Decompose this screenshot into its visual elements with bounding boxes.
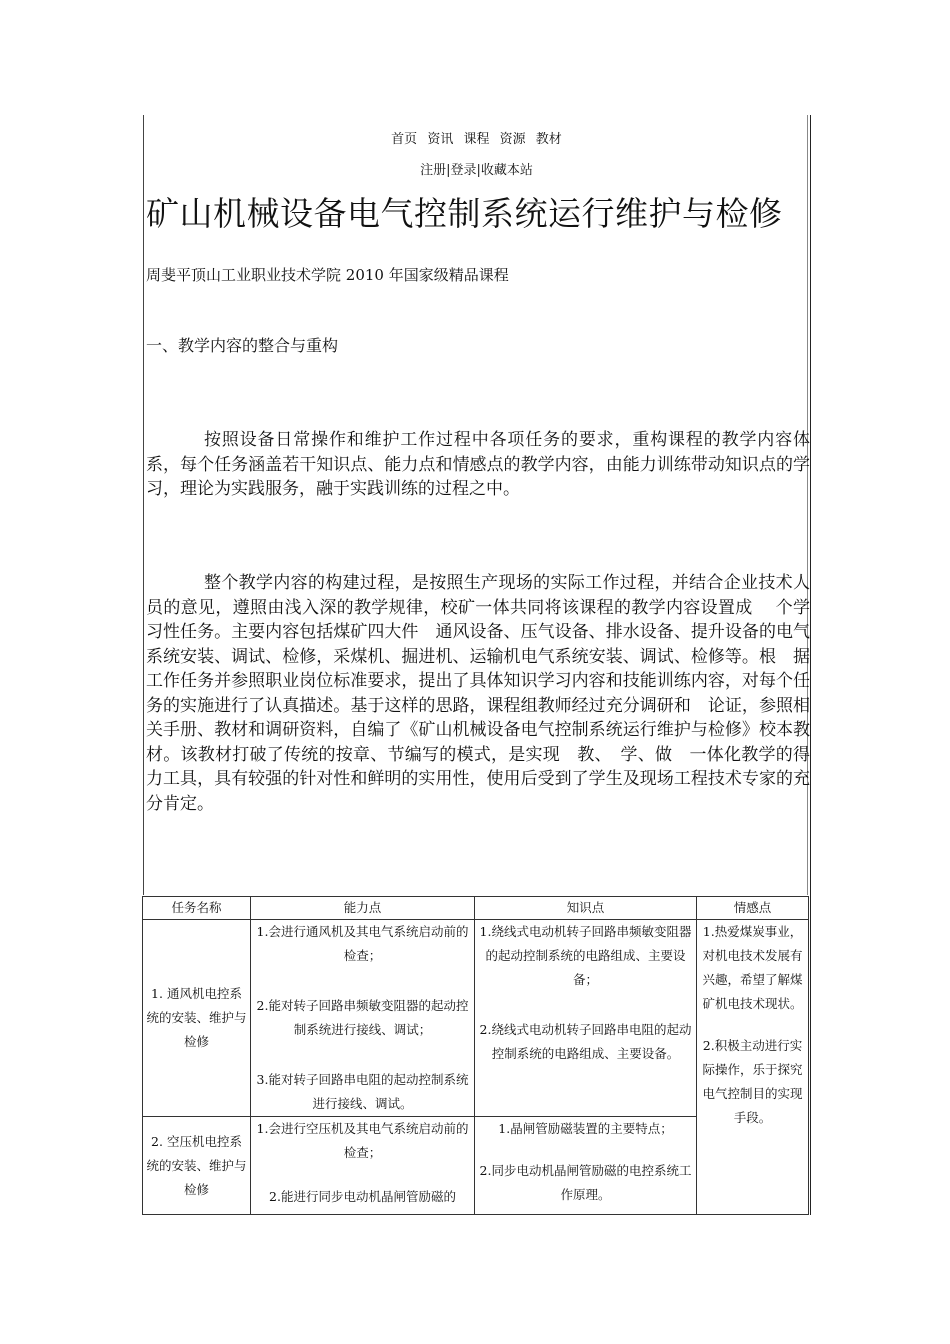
nav-link-home[interactable]: 首页 [391, 132, 418, 147]
page-subtitle: 周斐平顶山工业职业技术学院 2010 年国家级精品课程 [146, 266, 509, 284]
header-abilities: 能力点 [251, 897, 475, 920]
knowledge-item: 1.绕线式电动机转子回路串频敏变阻器的起动控制系统的电路组成、主要设备； [479, 924, 692, 987]
paragraph-2: 整个教学内容的构建过程，是按照生产现场的实际工作过程，并结合企业技术人员的意见，遵照由浅入深的教学规律，校矿一体共同将该课程的教学内容设置成 个学习性任务。主要内容包括煤矿四大件 通风设备、压气设备、排水设备、提升设备的电气系统安装、调试、检修，采煤机、掘进机、运输机电气系统安装、调试、检修等。根 据工作任务并参照职业岗位标准要求，提出了具体知识学习内容和技能训练内容，对每个任务的实施进行了认真描述。基于这样的思路，课程组教师经过充分调研和 论证，参照相关手册、教材和调研资料，自编了《矿山机械设备电气控制系统运行维护与检修》校本教材。该教材打破了传统的按章、节编写的模式，是实现 教、 学、做 一体化教学的得力工具，具有较强的针对性和鲜明的实用性，使用后受到了学生及现场工程技术专家的充分肯定。 [146, 573, 810, 814]
ability-item: 1.会进行通风机及其电气系统启动前的检查； [256, 924, 469, 963]
nav-link-resources[interactable]: 资源 [499, 132, 526, 147]
header-knowledge: 知识点 [475, 897, 697, 920]
paragraph-1: 按照设备日常操作和维护工作过程中各项任务的要求，重构课程的教学内容体系，每个任务涵盖若干知识点、能力点和情感点的教学内容，由能力训练带动知识点的学习，理论为实践服务，融于实践训练的过程之中。 [146, 430, 810, 499]
knowledge-item: 1.晶闸管励磁装置的主要特点； [498, 1121, 673, 1136]
abilities-cell [251, 920, 475, 1117]
top-nav [143, 128, 810, 147]
page-frame-right [810, 115, 811, 1215]
emotion-item: 2.积极主动进行实际操作，乐于探究电气控制目的实现手段。 [702, 1038, 803, 1125]
page-frame-left [143, 115, 144, 895]
task-name-cell: 2. 空压机电控系统的安装、维护与检修 [143, 1117, 251, 1215]
header-emotion: 情感点 [697, 897, 809, 920]
knowledge-item: 2.绕线式电动机转子回路串电阻的起动控制系统的电路组成、主要设备。 [479, 1022, 692, 1061]
ability-item: 1.会进行空压机及其电气系统启动前的检查； [256, 1121, 469, 1160]
table-row [143, 920, 809, 1117]
page-title: 矿山机械设备电气控制系统运行维护与检修 [146, 194, 783, 233]
ability-item: 3.能对转子回路串电阻的起动控制系统进行接线、调试。 [256, 1072, 469, 1111]
knowledge-cell [475, 1117, 697, 1215]
emotion-cell [697, 920, 809, 1215]
emotion-item: 1.热爱煤炭事业，对机电技术发展有兴趣，希望了解煤矿机电技术现状。 [702, 924, 803, 1011]
knowledge-item: 2.同步电动机晶闸管励磁的电控系统工作原理。 [479, 1163, 692, 1202]
knowledge-cell [475, 920, 697, 1117]
ability-item: 2.能对转子回路串频敏变阻器的起动控制系统进行接线、调试； [256, 998, 469, 1037]
nav-link-textbooks[interactable]: 教材 [535, 132, 562, 147]
nav-link-courses[interactable]: 课程 [463, 132, 490, 147]
account-links[interactable]: 注册|登录|收藏本站 [420, 163, 533, 178]
header-task-name: 任务名称 [143, 897, 251, 920]
nav-link-news[interactable]: 资讯 [427, 132, 454, 147]
section-heading: 一、教学内容的整合与重构 [146, 336, 339, 355]
ability-item: 2.能进行同步电动机晶闸管励磁的 [269, 1189, 456, 1204]
abilities-cell [251, 1117, 475, 1215]
task-name-cell: 1. 通风机电控系统的安装、维护与检修 [143, 920, 251, 1117]
task-table [142, 896, 809, 1215]
table-header-row [143, 897, 809, 920]
